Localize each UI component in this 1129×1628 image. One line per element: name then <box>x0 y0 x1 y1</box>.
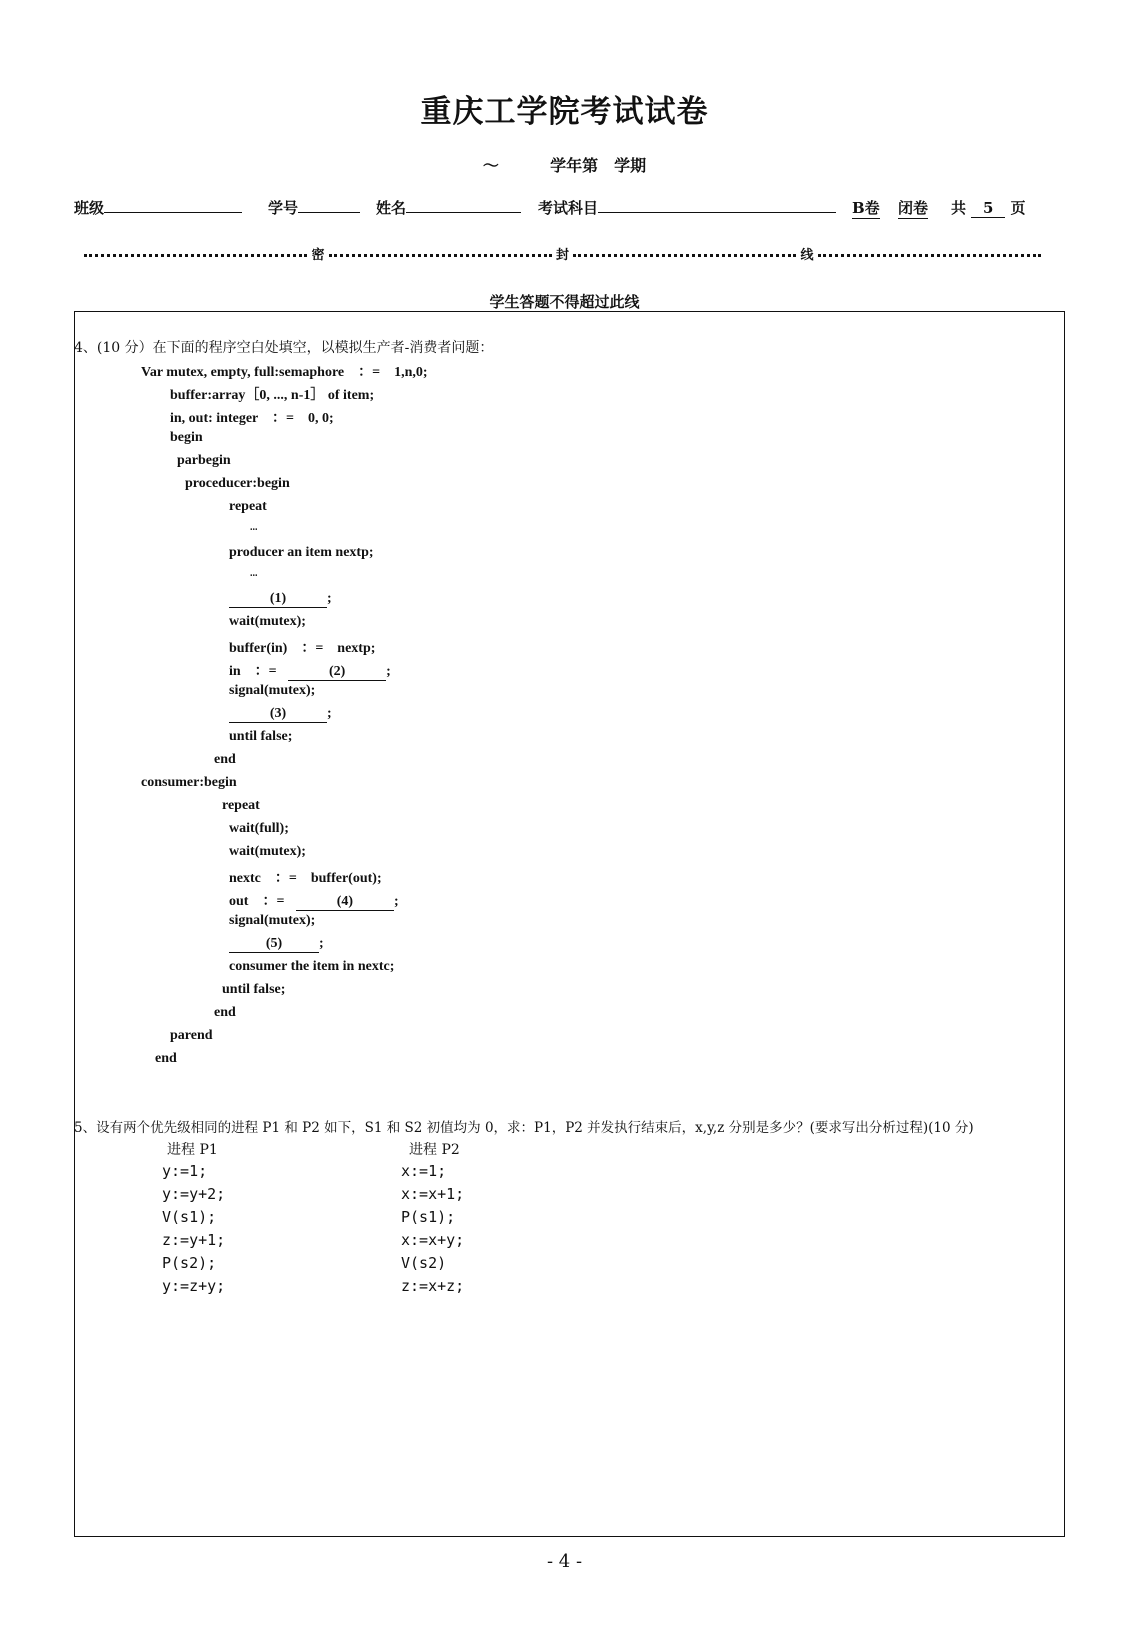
subject-field <box>538 197 836 218</box>
blank-line <box>229 936 324 953</box>
code-line: consumer:begin <box>141 775 237 790</box>
code-line: buffer(in) ：= nextp; <box>229 641 376 656</box>
blank-5[interactable]: (5) <box>229 936 319 953</box>
p1-line: z:=y+1; <box>162 1231 226 1249</box>
p1-line: y:=z+y; <box>162 1277 226 1295</box>
exam-type <box>898 197 928 219</box>
seal-xian: 线 <box>800 248 814 263</box>
student-id-field <box>268 197 360 218</box>
code-line: end <box>155 1051 177 1066</box>
total-suffix: 页 <box>1010 199 1026 217</box>
semicolon: ; <box>393 894 399 909</box>
q4-prompt: 4、(10 分）在下面的程序空白处填空，以模拟生产者-消费者问题： <box>74 340 494 356</box>
blank-line <box>229 706 332 723</box>
code-line: ... <box>250 522 258 533</box>
semicolon: ; <box>386 664 391 679</box>
code-line: wait(mutex); <box>229 844 306 859</box>
student-id-blank[interactable] <box>298 198 360 213</box>
total-pages <box>951 197 1026 218</box>
code-line: repeat <box>222 798 260 813</box>
class-blank[interactable] <box>104 198 242 213</box>
term-line <box>0 153 1129 176</box>
code-line: wait(full); <box>229 821 289 836</box>
term-tilde: ～ <box>482 156 499 175</box>
code-line: buffer:array［0, ..., n-1］ of item; <box>170 388 375 403</box>
code-line: repeat <box>229 499 267 514</box>
name-label: 姓名 <box>376 199 407 217</box>
dotted-segment <box>84 254 307 257</box>
code-line: in, out: integer ：= 0, 0; <box>170 411 334 426</box>
code-line: until false; <box>222 982 286 997</box>
code-line: producer an item nextp; <box>229 545 374 560</box>
total-pages-value: 5 <box>971 199 1005 218</box>
code-line <box>229 890 399 911</box>
blank-4[interactable]: (4) <box>296 894 394 911</box>
code-line: consumer the item in nextc; <box>229 959 395 974</box>
seal-feng: 封 <box>555 248 569 263</box>
p1-line: y:=1; <box>162 1162 208 1180</box>
blank-3[interactable]: (3) <box>229 706 327 723</box>
p1-line: P(s2); <box>162 1254 217 1272</box>
exam-title: 重庆工学院考试试卷 <box>420 94 709 130</box>
page-number: - 4 - <box>546 1551 583 1572</box>
seal-mi: 密 <box>311 248 325 263</box>
blank-2[interactable]: (2) <box>288 664 386 681</box>
answer-notice: 学生答题不得超过此线 <box>489 293 640 311</box>
class-field <box>74 197 242 218</box>
code-text: in ：= <box>229 664 277 679</box>
code-line: until false; <box>229 729 293 744</box>
code-line: end <box>214 1005 236 1020</box>
p1-line: V(s1); <box>162 1208 217 1226</box>
p2-title: 进程 P2 <box>409 1142 460 1158</box>
semicolon: ; <box>327 706 332 721</box>
code-line: wait(mutex); <box>229 614 306 629</box>
code-line: end <box>214 752 236 767</box>
p1-title: 进程 P1 <box>167 1142 218 1158</box>
blank-line <box>229 591 332 608</box>
dotted-segment <box>818 254 1041 257</box>
code-line: proceducer:begin <box>185 476 290 491</box>
p2-line: x:=1; <box>401 1162 447 1180</box>
p2-line: x:=x+1; <box>401 1185 465 1203</box>
semicolon: ; <box>319 936 324 951</box>
code-line: signal(mutex); <box>229 683 316 698</box>
code-line: signal(mutex); <box>229 913 316 928</box>
total-prefix: 共 <box>951 199 967 217</box>
code-line: begin <box>170 430 203 445</box>
p2-line: x:=x+y; <box>401 1231 465 1249</box>
p2-line: P(s1); <box>401 1208 456 1226</box>
code-line: parbegin <box>177 453 231 468</box>
answer-box <box>74 311 1065 1537</box>
subject-label: 考试科目 <box>538 199 599 217</box>
paper-type-label: B卷 <box>852 199 880 217</box>
student-id-label: 学号 <box>268 199 299 217</box>
code-line: Var mutex, empty, full:semaphore ：= 1,n,0; <box>141 365 428 380</box>
code-line: parend <box>170 1028 213 1043</box>
seal-line <box>80 244 1045 263</box>
exam-type-label: 闭卷 <box>898 199 929 217</box>
code-text: out ：= <box>229 894 285 909</box>
p2-line: z:=x+z; <box>401 1277 465 1295</box>
subject-blank[interactable] <box>598 198 836 213</box>
name-field <box>376 197 521 218</box>
code-line <box>229 660 391 681</box>
name-blank[interactable] <box>406 198 521 213</box>
code-line: ... <box>250 568 258 579</box>
p1-line: y:=y+2; <box>162 1185 226 1203</box>
semicolon: ; <box>327 591 332 606</box>
code-line: nextc ：= buffer(out); <box>229 871 382 886</box>
q5-prompt: 5、设有两个优先级相同的进程 P1 和 P2 如下，S1 和 S2 初值均为 0，求：P1，P2 并发执行结束后，x,y,z 分别是多少？(要求写出分析过程)(10 分) <box>74 1120 974 1136</box>
p2-line: V(s2) <box>401 1254 447 1272</box>
term-text: 学年第 学期 <box>550 156 647 175</box>
paper-type <box>852 197 880 219</box>
dotted-segment <box>329 254 552 257</box>
class-label: 班级 <box>74 199 105 217</box>
blank-1[interactable]: (1) <box>229 591 327 608</box>
dotted-segment <box>573 254 796 257</box>
